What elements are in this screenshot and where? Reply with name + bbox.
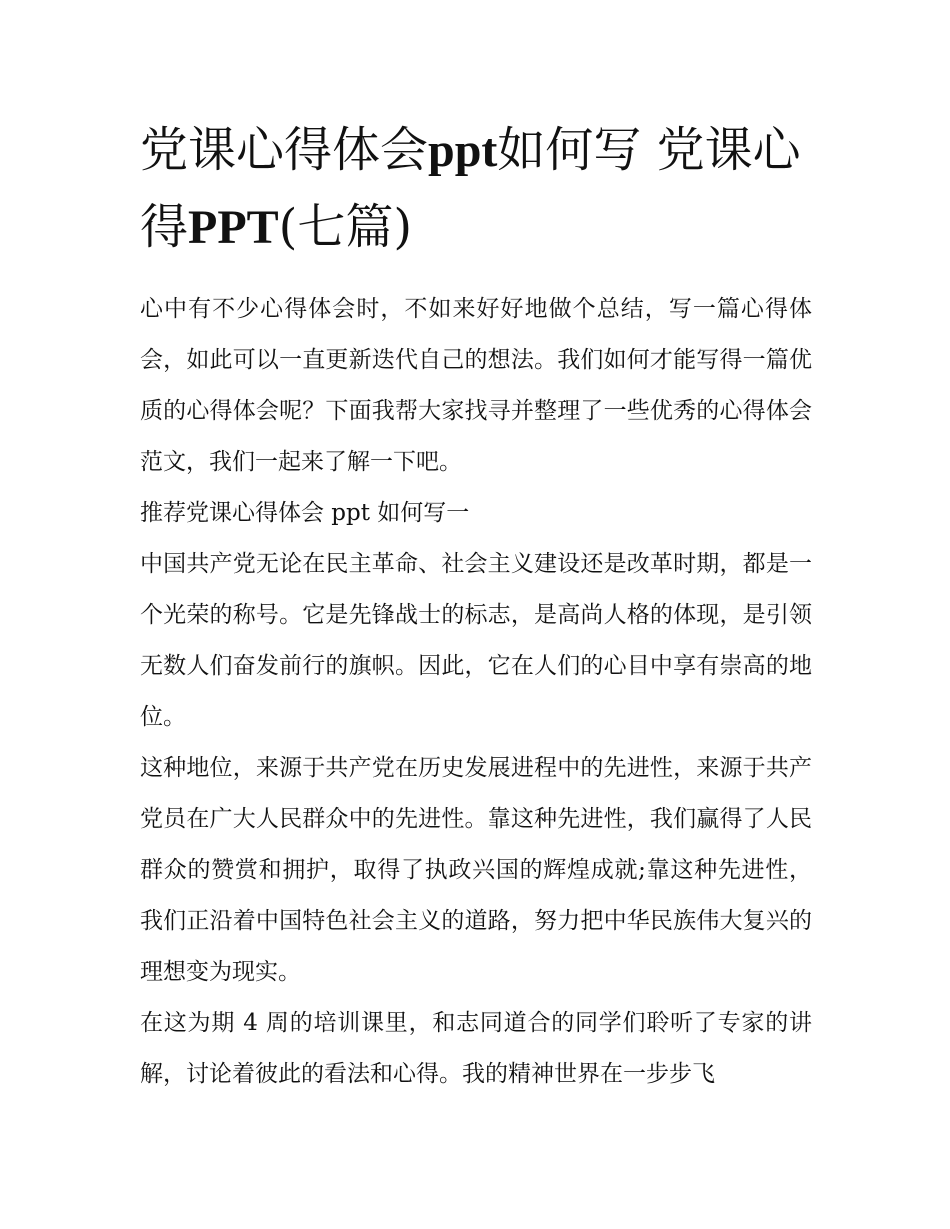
body-paragraph-3: 在这为期 4 周的培训课里，和志同道合的同学们聆听了专家的讲解，讨论着彼此的看法和心得。我的精神世界在一步步飞: [140, 1010, 812, 1087]
title-part-1: 党课心得体会: [140, 122, 429, 178]
title-part-2: ppt: [428, 124, 498, 177]
body-paragraph-2: 这种地位，来源于共产党在历史发展进程中的先进性，来源于共产党员在广大人民群众中的先进性。靠这种先进性，我们赢得了人民群众的赞赏和拥护，取得了执政兴国的辉煌成就;靠这种先进性，我们正沿着中国特色社会主义的道路，努力把中华民族伟大复兴的理想变为现实。: [140, 755, 812, 985]
recommendation-heading: 推荐党课心得体会 ppt 如何写一: [140, 500, 470, 526]
title-part-4: PPT: [188, 201, 279, 254]
title-part-3: 如何写 党课心得: [140, 122, 801, 255]
intro-paragraph: 心中有不少心得体会时，不如来好好地做个总结，写一篇心得体会，如此可以一直更新迭代自己的想法。我们如何才能写得一篇优质的心得体会呢？下面我帮大家找寻并整理了一些优秀的心得体会范文，我们一起来了解一下吧。: [140, 296, 812, 475]
body-paragraph-1: 中国共产党无论在民主革命、社会主义建设还是改革时期，都是一个光荣的称号。它是先锋战士的标志，是高尚人格的体现，是引领无数人们奋发前行的旗帜。因此，它在人们的心目中享有崇高的地位。: [140, 551, 812, 730]
document-content: [140, 112, 812, 1100]
document-title: [140, 112, 812, 266]
title-part-5: (七篇): [278, 199, 413, 255]
